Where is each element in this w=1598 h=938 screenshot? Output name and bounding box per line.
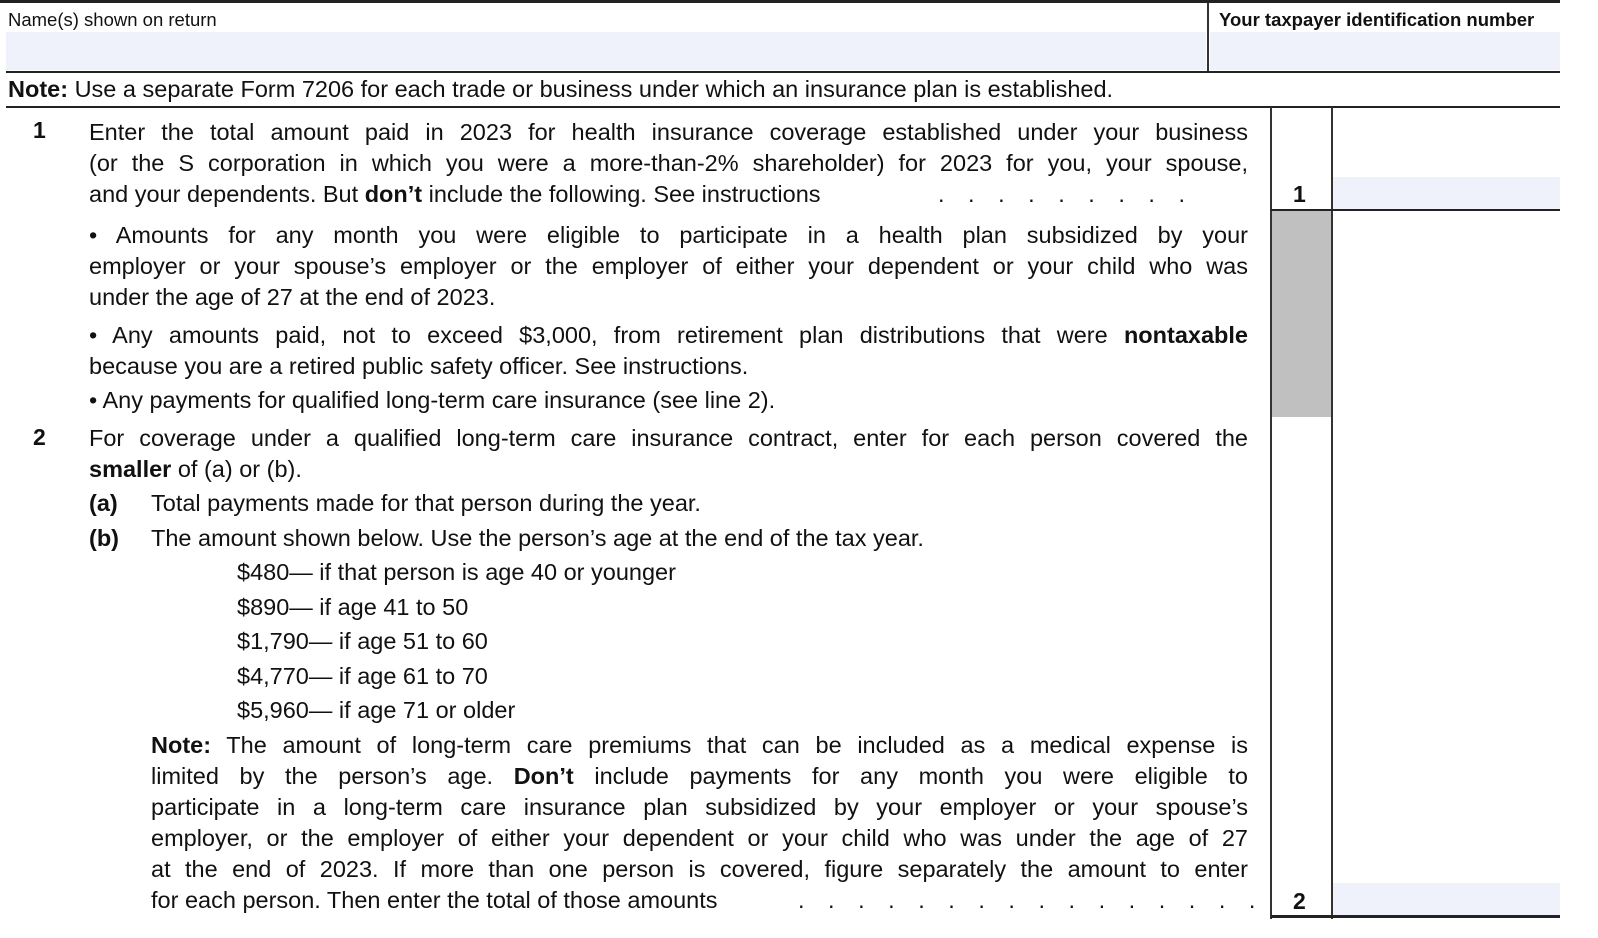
note-text: Use a separate Form 7206 for each trade or business under which an insurance plan is established. <box>68 76 1114 102</box>
line2-box-bottom <box>1271 915 1560 918</box>
limit-desc: if age 41 to 50 <box>312 594 469 620</box>
limit-dash: — <box>289 559 313 585</box>
line1-bullet2-l1 <box>89 320 1248 351</box>
limit-dash: — <box>308 697 333 723</box>
line1-b2-pre: • Any amounts paid, not to exceed $3,000, from retirement plan distributions that were <box>89 322 1124 348</box>
line2-leader-dots: . . . . . . . . . . . . . . . . <box>798 887 1256 913</box>
top-note <box>8 74 1113 105</box>
line1-shaded-area <box>1272 211 1331 417</box>
line1-bullet3: • Any payments for qualified long-term care insurance (see line 2). <box>89 387 776 413</box>
line1-text-l2: (or the S corporation in which you were a more-than-2% shareholder) for 2023 for you, your spouse, <box>89 150 1248 176</box>
line2-b-label: (b) <box>89 525 120 551</box>
line1-text-l1: Enter the total amount paid in 2023 for health insurance coverage established under your business <box>89 119 1248 145</box>
line1-amount-field[interactable] <box>1333 177 1560 209</box>
line2-note-l2 <box>151 761 1248 792</box>
line2-amount-field[interactable] <box>1333 883 1560 915</box>
line2-note-l2-pre: limited by the person’s age. <box>151 763 514 789</box>
header-bottom-rule <box>6 71 1560 73</box>
limit-amount: $4,770 <box>237 663 309 689</box>
line1-box-label: 1 <box>1293 181 1306 207</box>
limit-row-4 <box>237 661 488 692</box>
limit-row-3 <box>237 626 488 657</box>
top-border <box>0 0 1560 3</box>
line2-note-l2-bold: Don’t <box>513 763 574 789</box>
limit-row-5 <box>237 695 515 726</box>
line2-a-text: Total payments made for that person during the year. <box>151 490 701 516</box>
line2-b-text: The amount shown below. Use the person’s age at the end of the tax year. <box>151 525 924 551</box>
header-divider <box>1207 3 1209 72</box>
limit-dash: — <box>308 628 333 654</box>
line2-note-l6: for each person. Then enter the total of those amounts <box>151 887 718 913</box>
line1-text-l3 <box>89 179 821 210</box>
note-rule <box>6 106 1560 108</box>
line2-note-l4: employer, or the employer of either your dependent or your child who was under the age of 27 <box>151 825 1248 851</box>
line2-note-l1 <box>151 730 1248 761</box>
line2-text-l1: For coverage under a qualified long-term care insurance contract, enter for each person covered the <box>89 425 1248 451</box>
limit-row-1 <box>237 557 676 588</box>
line2-smaller-bold: smaller <box>89 456 172 482</box>
tin-label: Your taxpayer identification number <box>1219 9 1535 30</box>
tin-field[interactable] <box>1210 32 1560 70</box>
name-label: Name(s) shown on return <box>8 9 217 30</box>
limit-desc: if age 61 to 70 <box>332 663 488 689</box>
line2-note-l1-text: The amount of long-term care premiums that can be included as a medical expense is <box>211 732 1248 758</box>
line2-box-label: 2 <box>1293 888 1306 914</box>
line1-leader-dots: . . . . . . . . . <box>938 181 1185 207</box>
limit-dash: — <box>308 663 333 689</box>
limit-amount: $480 <box>237 559 290 585</box>
line1-bullet1-l1: • Amounts for any month you were eligible to participate in a health plan subsidized by your <box>89 222 1248 248</box>
line1-l3-post: include the following. See instructions <box>422 181 821 207</box>
line1-bullet1-l2: employer or your spouse’s employer or the employer of either your dependent or your child who was <box>89 253 1248 279</box>
limit-row-2 <box>237 592 468 623</box>
line2-note-l3: participate in a long-term care insurance plan subsidized by your employer or your spouse’s <box>151 794 1248 820</box>
note-prefix: Note: <box>8 76 69 102</box>
line1-l3-bold: don’t <box>364 181 423 207</box>
limit-dash: — <box>289 594 313 620</box>
limit-amount: $1,790 <box>237 628 309 654</box>
line2-note-prefix: Note: <box>151 732 212 758</box>
limit-desc: if age 71 or older <box>332 697 516 723</box>
line2-a-label: (a) <box>89 490 118 516</box>
limit-desc: if that person is age 40 or younger <box>312 559 676 585</box>
line2-note-l2-post: include payments for any month you were eligible to <box>573 763 1249 789</box>
amount-col-left <box>1331 107 1333 919</box>
line2-number: 2 <box>33 424 46 450</box>
limit-amount: $890 <box>237 594 290 620</box>
line2-note-l5: at the end of 2023. If more than one person is covered, figure separately the amount to enter <box>151 856 1248 882</box>
limit-desc: if age 51 to 60 <box>332 628 488 654</box>
line2-l2-rest: of (a) or (b). <box>171 456 302 482</box>
line1-bullet1-l3: under the age of 27 at the end of 2023. <box>89 284 496 310</box>
line1-number: 1 <box>33 117 46 143</box>
line1-bullet2-l2: because you are a retired public safety officer. See instructions. <box>89 353 749 379</box>
limit-amount: $5,960 <box>237 697 309 723</box>
line1-l3-pre: and your dependents. But <box>89 181 365 207</box>
name-field[interactable] <box>6 32 1206 70</box>
line2-text-l2 <box>89 454 302 485</box>
line1-b2-bold: nontaxable <box>1123 322 1248 348</box>
